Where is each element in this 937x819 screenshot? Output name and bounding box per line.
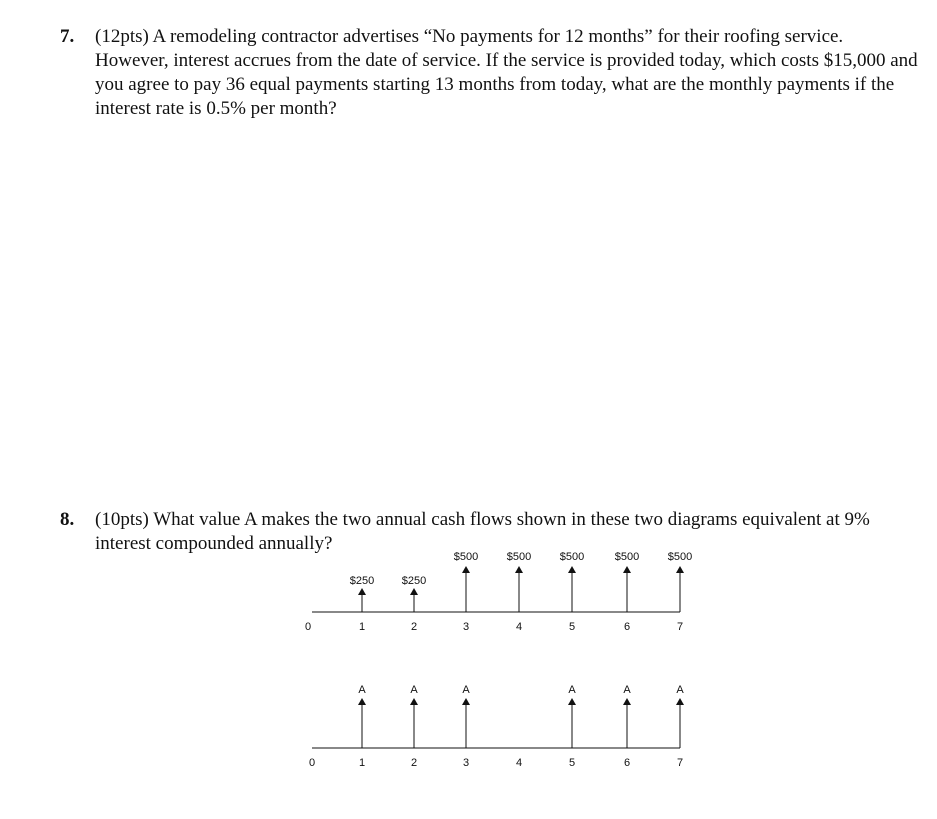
period-label-bottom: 5	[568, 757, 576, 769]
period-label-top: 2	[410, 621, 418, 633]
cash-flow-arrow-bottom-head	[568, 698, 576, 705]
cash-flow-amount-label: $250	[401, 575, 427, 587]
period-label-bottom: 7	[676, 757, 684, 769]
period-label-bottom: 2	[410, 757, 418, 769]
period-label-top: 5	[568, 621, 576, 633]
period-label-top: 0	[304, 621, 312, 633]
period-label-bottom: 1	[358, 757, 366, 769]
cash-flow-arrow-bottom-head	[623, 698, 631, 705]
cash-flow-arrow-top-head	[676, 566, 684, 573]
question-8-number: 8.	[60, 509, 75, 530]
cash-flow-amount-label: $500	[559, 551, 585, 563]
cash-flow-diagram-top	[305, 551, 692, 633]
period-label-bottom: 0	[308, 757, 316, 769]
question-8-text: What value A makes the two annual cash flows shown in these two diagrams equivalent at 9% interest compounded annually?	[95, 509, 870, 554]
cash-flow-arrow-top-head	[410, 588, 418, 595]
period-label-bottom: 4	[515, 757, 523, 769]
question-7-number: 7.	[60, 26, 75, 47]
cash-flow-amount-label: $500	[506, 551, 532, 563]
cash-flow-arrow-top-head	[358, 588, 366, 595]
period-label-bottom: 6	[623, 757, 631, 769]
payment-a-label: A	[623, 684, 631, 696]
cash-flow-arrow-bottom-head	[462, 698, 470, 705]
period-label-top: 7	[676, 621, 684, 633]
period-label-top: 3	[462, 621, 470, 633]
cash-flow-diagram-bottom	[309, 684, 684, 769]
period-label-top: 6	[623, 621, 631, 633]
cash-flow-amount-label: $500	[453, 551, 479, 563]
period-label-top: 1	[358, 621, 366, 633]
cash-flow-arrow-bottom-head	[410, 698, 418, 705]
cash-flow-amount-label: $500	[667, 551, 693, 563]
question-8-points: (10pts)	[95, 509, 149, 530]
payment-a-label: A	[676, 684, 684, 696]
cash-flow-arrow-top-head	[462, 566, 470, 573]
cash-flow-arrow-bottom-head	[676, 698, 684, 705]
period-label-top: 4	[515, 621, 523, 633]
cash-flow-arrow-top-head	[515, 566, 523, 573]
cash-flow-amount-label: $500	[614, 551, 640, 563]
payment-a-label: A	[410, 684, 418, 696]
question-7-text: A remodeling contractor advertises “No payments for 12 months” for their roofing service. However, interest accrues from the date of service. If the service is provided today, which costs $15,000 and you agree to pay 36 equal payments starting 13 months from today, what are the monthly payments if the interest rate is 0.5% per month?	[95, 26, 918, 119]
payment-a-label: A	[462, 684, 470, 696]
cash-flow-arrow-top-head	[623, 566, 631, 573]
question-7-points: (12pts)	[95, 26, 149, 47]
cash-flow-amount-label: $250	[349, 575, 375, 587]
cash-flow-arrow-bottom-head	[358, 698, 366, 705]
payment-a-label: A	[358, 684, 366, 696]
cash-flow-arrow-top-head	[568, 566, 576, 573]
period-label-bottom: 3	[462, 757, 470, 769]
payment-a-label: A	[568, 684, 576, 696]
